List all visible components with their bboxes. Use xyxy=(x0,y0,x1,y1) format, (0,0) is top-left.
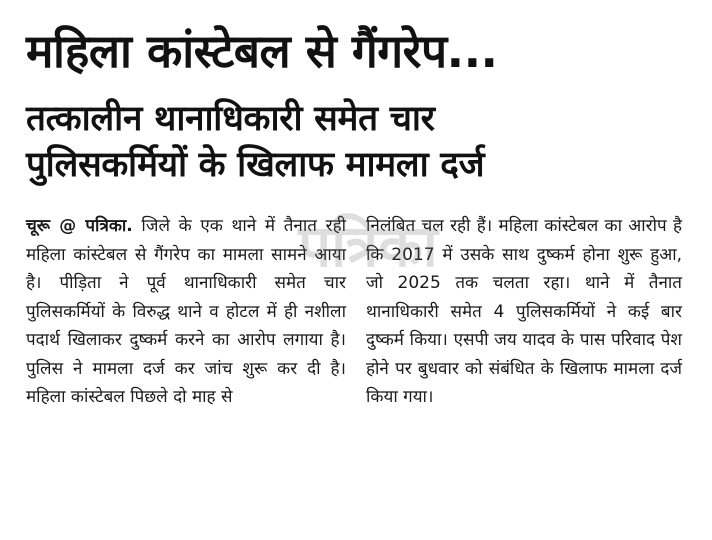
article-column-right xyxy=(366,212,682,412)
subheadline xyxy=(26,96,696,188)
body-text-right: निलंबित चल रही हैं। महिला कांस्टेबल का आरोप है कि 2017 में उसके साथ दुष्कर्म होना शुरू हुआ, जो 2025 तक चलता रहा। थाने में तैनात थानाधिकारी समेत 4 पुलिसकर्मियों ने कई बार दुष्कर्म किया। एसपी जय यादव के पास परिवाद पेश होने पर बुधवार को संबंधित के खिलाफ मामला दर्ज किया गया। xyxy=(366,216,682,407)
dateline: चूरू @ पत्रिका. xyxy=(26,216,133,236)
body-text-left: जिले के एक थाने में तैनात रही महिला कांस्टेबल से गैंगरेप का मामला सामने आया है। पीड़िता ने पूर्व थानाधिकारी समेत चार पुलिसकर्मियों के विरुद्ध थाने व होटल में ही नशीला पदार्थ खिलाकर दुष्कर्म करने का आरोप लगाया है। पुलिस ने मामला दर्ज कर जांच शुरू कर दी है। महिला कांस्टेबल पिछले दो माह से xyxy=(26,216,346,407)
subheadline-line-1: तत्कालीन थानाधिकारी समेत चार xyxy=(26,99,435,139)
watermark-text: पत्रिका xyxy=(298,212,438,280)
subheadline-line-2: पुलिसकर्मियों के खिलाफ मामला दर्ज xyxy=(26,145,485,185)
article-column-left xyxy=(26,212,346,412)
headline: महिला कांस्टेबल से गैंगरेप... xyxy=(26,24,498,78)
